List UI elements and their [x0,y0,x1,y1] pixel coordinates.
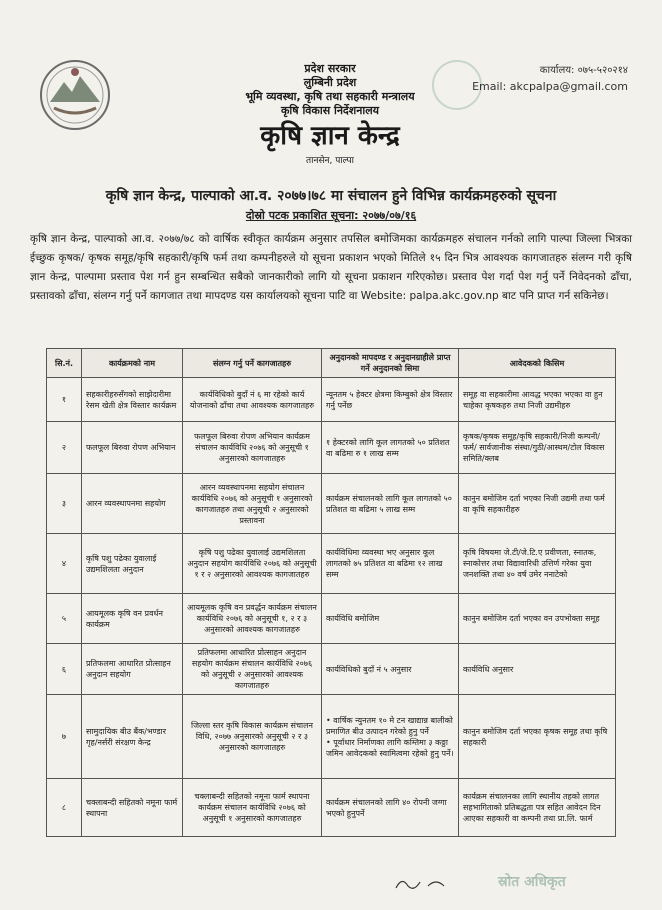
province-line: लुम्बिनी प्रदेश [303,76,357,89]
table-cell: फलफूल बिरुवा रोपण अभियान [82,422,183,474]
table-cell: कानुन बमोजिम दर्ता भएका वन उपभोक्ता समूह [459,594,616,644]
notice-title: कृषि ज्ञान केन्द्र, पाल्पाको आ.व. २०७७।७८ मा संचालन हुने विभिन्न कार्यक्रमहरुको सूचना [105,188,557,204]
office-location: तानसेन, पाल्पा [305,156,354,166]
table-cell: कार्यक्रम संचालनका लागि स्थानीय तहको लागत सहभागिताको प्रतिबद्धता पत्र सहित आवेदन दिन आएका सहकारी वा कम्पनी तथा प्रा.लि. फार्म [459,779,616,837]
table-cell: ४ [47,534,82,594]
table-row [47,474,616,534]
table-cell: जिल्ला स्तर कृषि विकास कार्यक्रम संचालन विधि, २०७७ अनुसारको अनुसूची २ र ३ अनुसारको कागजातहरु [183,695,322,779]
table-cell: चक्लाबन्दी सहितको नमूना फार्म स्थापना [82,779,183,837]
table-cell: न्यूनतम ५ हेक्टर क्षेत्रमा किम्बुको क्षेत्र विस्तार गर्नु पर्नेछ [322,378,459,422]
table-cell: आयमूलक कृषि वन प्रवर्द्धन कार्यक्रम संचालन कार्यविधि २०७६ को अनुसूची १, २ र ३ अनुसारको आवश्यक कागजातहरु [183,594,322,644]
table-cell: कानुन बमोजिम दर्ता भएका निजी उद्यमी तथा फर्म वा कृषि सहकारीहरु [459,474,616,534]
table-cell: ५ [47,594,82,644]
table-cell: २ [47,422,82,474]
table-cell: कार्यविधिको बुदाँ नं ५ अनुसार [322,644,459,695]
contact-block [472,62,628,93]
col-header: संलग्न गर्नु पर्ने कागजातहरु [183,349,322,378]
col-header: कार्यक्रमको नाम [82,349,183,378]
table-row [47,534,616,594]
table-cell: ८ [47,779,82,837]
table-cell: कृषि विषयमा जे.टी/जे.टि.ए प्रवीणता, स्नातक, स्नाकोत्तर तथा विद्यावारिधी उत्तिर्ण गरेका युवा जनशक्ति तथा ४० वर्ष उमेर ननाटेको [459,534,616,594]
table-cell: कार्यक्रम संचालनको लागि ४० रोपनी जग्गा भएको हुनुपर्ने [322,779,459,837]
table-cell: प्रतिफलमा आधारित प्रोत्साहन अनुदान सहयोग [82,644,183,695]
table-row [47,779,616,837]
table-cell: कृषि पशु पढेका युवालाई उद्यमशिलता अनुदान सहयोग कार्यविधि २०७६ को अनुसूची १ र २ अनुसारको आवश्यक कागजातहरु [183,534,322,594]
table-cell: कृषक/कृषक समूह/कृषि सहकारी/निजी कम्पनी/फर्म/ सार्वजानीक संस्था/गुठी/आस्थम/टोल विकास समिति/क्लब [459,422,616,474]
table-cell: प्रतिफलमा आधारित प्रोत्साहन अनुदान सहयोग कार्यक्रम संचालन कार्यविधि २०७६ को अनुसूची २ अनुसारको आवश्यक कागजातहरु [183,644,322,695]
table-cell: • वार्षिक न्युनतम १० मे टन खाद्यान्न बालीको प्रमाणित बीउ उत्पादन गरेको हुनु पर्ने • पूर्वाधार निर्माणका लागि कम्तिमा ३ कठ्ठा जमिन आवेदकको स्वामित्वमा रहेको हुनु पर्ने। [322,695,459,779]
table-cell: कार्यविधिको बुदाँ नं ६ मा रहेको कार्य योजनाको ढाँचा तथा आवश्यक कागजातहरु [183,378,322,422]
govt-line: प्रदेश सरकार [304,62,356,75]
bottom-stamp-text: स्राेत अधिकृत [498,874,566,890]
table-cell: ३ [47,474,82,534]
table-cell: १ हेक्टरको लागि कूल लागतको ५० प्रतिशत वा बढिमा रु १ लाख सम्म [322,422,459,474]
table-body [47,378,616,837]
notice-body: कृषि ज्ञान केन्द्र, पाल्पाको आ.व. २०७७/७८ को वार्षिक स्वीकृत कार्यक्रम अनुसार तपसिल बमोजिमका कार्यक्रमहरु संचालन गर्नको लागि पाल्पा जिल्ला भित्रका ईच्छुक कृषक/ कृषक समूह/कृषि सहकारी/कृषि फर्म तथा कम्पनीहरुले यो सूचना प्रकाशन भएको मितिले १५ दिन भित्र आवश्यक कागजातहरु संलग्न गरी कृषि ज्ञान केन्द्र, पाल्पामा प्रस्ताव पेश गर्न हुन सम्बन्धित सबैको जानकारीको लागि यो सूचना प्रकाशन गरिएकोछ। प्रस्ताव पेश गर्दा पेश गर्नु पर्ने निवेदनको ढाँचा, प्रस्तावको ढाँचा, संलग्न गर्नु पर्ने कागजात तथा मापदण्ड यस कार्यालयको सूचना पाटि वा Website: palpa.akc.gov.np बाट पनि प्राप्त गर्न सकिनेछ। [30,233,632,302]
table-cell: कृषि पशु पढेका युवालाई उद्यमशिलता अनुदान [82,534,183,594]
table-cell: कार्यविधिमा व्यवस्था भए अनुसार कूल लागतको ७५ प्रतिशत वा बढिमा १२ लाख सम्म [322,534,459,594]
table-row [47,594,616,644]
notice-subtitle: दोस्रो पटक प्रकाशित सूचना: २०७७/०७/१६ [245,209,417,222]
table-header-row [47,349,616,378]
table-cell: कार्यविधि बमोजिम [322,594,459,644]
table-cell: कार्यक्रम संचालनको लागि कूल लागतको ५० प्रतिशत वा बढिमा ५ लाख सम्म [322,474,459,534]
table-cell: आरन व्यवस्थापनमा सहयोग [82,474,183,534]
table-cell: १ [47,378,82,422]
col-header: अनुदानको मापदण्ड र अनुदानग्राहीले प्राप्त गर्ने अनुदानको सिमा [322,349,459,378]
ministry-line: भूमि व्यवस्था, कृषि तथा सहकारी मन्त्रालय [245,90,415,103]
nepal-emblem-icon [38,58,112,132]
table-cell: ६ [47,644,82,695]
program-table [46,348,616,837]
table-row [47,422,616,474]
signature-mark [392,872,512,893]
office-phone: कार्यालय: ०७५-५२०२१४ [539,65,628,76]
table-cell: कार्यविधि अनुसार [459,644,616,695]
letterhead [180,62,480,168]
table-cell: आयमूलक कृषि वन प्रवर्धन कार्यक्रम [82,594,183,644]
table-cell: फलफूल बिरुवा रोपण अभियान कार्यक्रम संचालन कार्यविधि २०७६ को अनुसूची १ अनुसारको कागजातहरु [183,422,322,474]
table-cell: समूह वा सहकारीमा आवद्ध भएका भएका वा हुन चाहेका कृषकहरु तथा निजी उद्यमीहरु [459,378,616,422]
table-cell: ७ [47,695,82,779]
office-name: कृषि ज्ञान केन्द्र [260,121,400,151]
office-email: Email: akcpalpa@gmail.com [472,80,628,93]
table-cell: आरन व्यवस्थापनमा सहयोग संचालन कार्यविधि २०७६ को अनुसूची १ अनुसारको कागजातहरु तथा अनुसूची २ अनुसारको प्रस्तावना [183,474,322,534]
directorate-line: कृषि विकास निर्देशनालय [280,104,380,117]
table-cell: चक्लाबन्दी सहितको नमूना फार्म स्थापना कार्यक्रम संचालन कार्यविधि २०७६ को अनुसूची १ अनुसारको कागजातहरु [183,779,322,837]
table-row [47,378,616,422]
table-row [47,695,616,779]
table-cell: सहकारीहरुसँगको साझेदारीमा रेसम खेती क्षेत्र विस्तार कार्यक्रम [82,378,183,422]
col-header: सि.नं. [47,349,82,378]
col-header: आवेदकको किसिम [459,349,616,378]
table-row [47,644,616,695]
table-cell: सामुदायिक बीउ बैंक/भण्डार गृह/नर्सरी संरक्षण केन्द्र [82,695,183,779]
table-cell: कानुन बमोजिम दर्ता भएका कृषक समूह तथा कृषि सहकारी [459,695,616,779]
